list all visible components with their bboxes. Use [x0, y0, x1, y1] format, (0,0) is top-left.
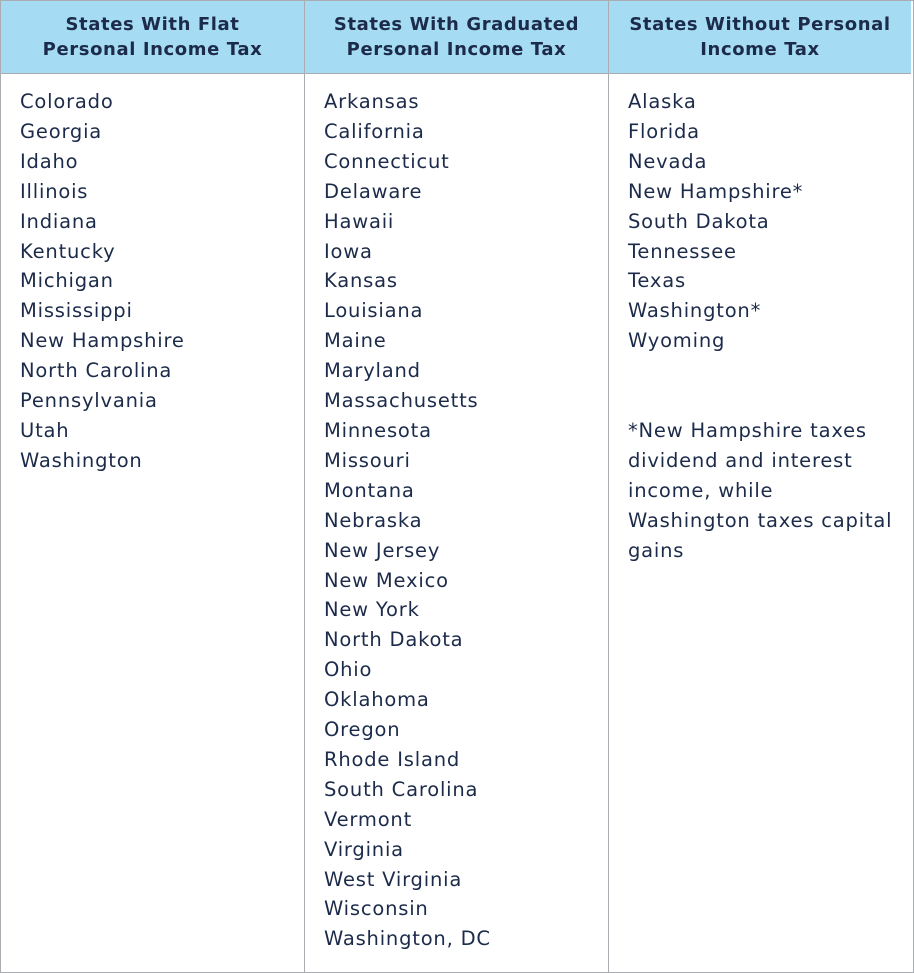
- state-list-item: North Dakota: [324, 628, 464, 652]
- state-list-item: Alaska: [628, 90, 697, 113]
- state-list-item: California: [324, 119, 425, 143]
- state-list-item: Arkansas: [324, 90, 420, 113]
- header-graduated-tax: States With Graduated Personal Income Tax: [304, 1, 608, 74]
- column-flat-tax: [1, 74, 304, 972]
- state-list-item: Texas: [628, 269, 686, 293]
- flat-tax-state-list: [20, 87, 304, 476]
- state-list-item: Ohio: [324, 658, 373, 682]
- state-list-item: Montana: [324, 478, 415, 502]
- column-graduated-tax: [304, 74, 608, 972]
- state-list-item: Florida: [628, 119, 700, 143]
- state-list-item: Colorado: [20, 90, 114, 113]
- state-list-item: Oklahoma: [324, 688, 430, 712]
- state-list-item: Wyoming: [628, 329, 726, 353]
- graduated-tax-state-list: [324, 87, 608, 954]
- state-list-item: South Carolina: [324, 777, 479, 801]
- state-list-item: Nebraska: [324, 508, 423, 532]
- state-list-item: Virginia: [324, 837, 404, 861]
- state-list-item: Wisconsin: [324, 897, 429, 921]
- state-list-item: Oregon: [324, 718, 401, 742]
- state-list-item: Indiana: [20, 209, 98, 233]
- state-list-item: Louisiana: [324, 299, 424, 323]
- state-list-item: Rhode Island: [324, 747, 461, 771]
- state-list-item: Maine: [324, 329, 387, 353]
- state-list-item: New Hampshire: [20, 329, 185, 353]
- header-no-tax: States Without Personal Income Tax: [608, 1, 911, 74]
- state-list-item: Tennessee: [628, 239, 737, 263]
- state-list-item: Missouri: [324, 448, 411, 472]
- state-list-item: West Virginia: [324, 867, 463, 891]
- state-list-item: Utah: [20, 418, 70, 442]
- footnote: *New Hampshire taxes dividend and interest income, while Washington taxes capital gains: [628, 419, 893, 562]
- no-tax-state-list: [628, 87, 911, 356]
- state-list-item: Mississippi: [20, 299, 133, 323]
- state-list-item: Georgia: [20, 119, 103, 143]
- state-list-item: South Dakota: [628, 209, 770, 233]
- state-list-item: North Carolina: [20, 359, 173, 383]
- state-list-item: New York: [324, 598, 420, 622]
- header-flat-tax: States With Flat Personal Income Tax: [1, 1, 304, 74]
- state-list-item: Washington*: [628, 299, 762, 323]
- state-list-item: Kansas: [324, 269, 398, 293]
- state-list-item: New Hampshire*: [628, 179, 804, 203]
- state-list-item: Connecticut: [324, 149, 450, 173]
- state-list-item: Kentucky: [20, 239, 116, 263]
- state-list-item: Hawaii: [324, 209, 395, 233]
- state-list-item: New Mexico: [324, 568, 449, 592]
- state-list-item: Washington: [20, 448, 143, 472]
- state-list-item: Michigan: [20, 269, 114, 293]
- state-list-item: Minnesota: [324, 418, 432, 442]
- state-list-item: Idaho: [20, 149, 79, 173]
- state-list-item: Massachusetts: [324, 389, 479, 413]
- state-list-item: Pennsylvania: [20, 389, 158, 413]
- state-list-item: Delaware: [324, 179, 423, 203]
- state-list-item: New Jersey: [324, 538, 441, 562]
- state-list-item: Maryland: [324, 359, 421, 383]
- state-list-item: Illinois: [20, 179, 89, 203]
- state-list-item: Iowa: [324, 239, 373, 263]
- state-list-item: Vermont: [324, 807, 413, 831]
- state-list-item: Nevada: [628, 149, 708, 173]
- column-no-tax: [608, 74, 911, 972]
- state-list-item: Washington, DC: [324, 927, 491, 951]
